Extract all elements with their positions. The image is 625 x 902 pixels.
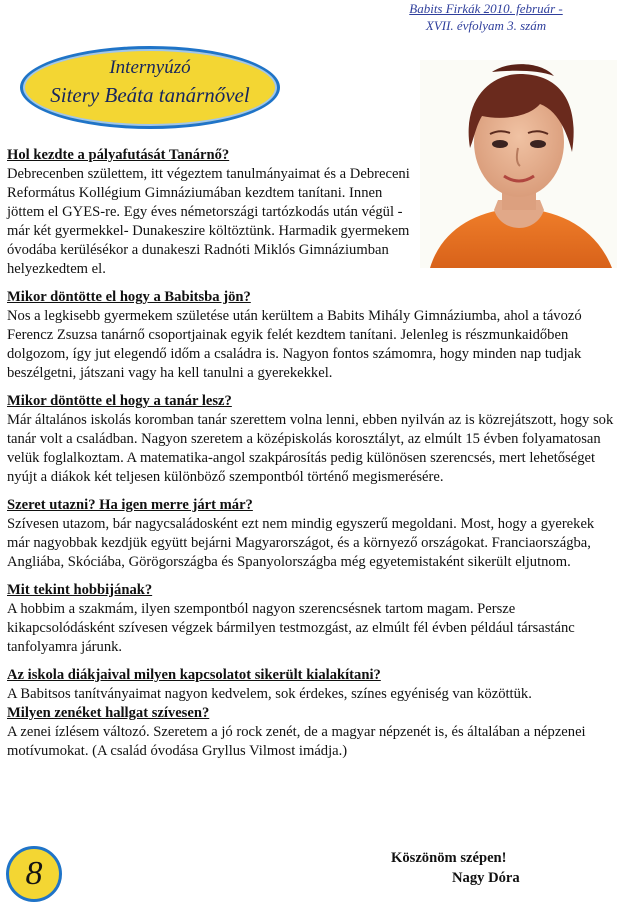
issue-header-line2: XVII. évfolyam 3. szám xyxy=(425,18,547,33)
closing-signature xyxy=(385,848,555,888)
qa-block xyxy=(7,146,617,279)
answer: Nos a legkisebb gyermekem születése után kerültem a Babits Mihály Gimnáziumba, ahol a távozó Ferencz Zsuzsa tanárnő csoportjainak egyik felét kezdtem tanítani. Jelenleg is részmunkaidőben dolgozom, így jut elegendő időm a családra is. Nagyon fontos számomra, hogy minden nap tudjak beszélgetni, játszani vagy ha kell tanulni a gyerekekkel. xyxy=(7,308,582,381)
article-title-badge xyxy=(20,46,280,129)
qa-block xyxy=(7,392,617,487)
qa-block xyxy=(7,496,617,572)
answer: Debrecenben születtem, itt végeztem tanulmányaimat és a Debreceni Református Kollégium Gimnáziumában kezdtem tanítani. Innen jöttem el GYES-re. Egy éves németországi tartózkodás után végül - már két gyermekkel- Dunakeszire költöztünk. Harmadik gyermekem óvodába kerülésékor a dunakeszi Radnóti Miklós Gimnáziumban helyezkedtem el. xyxy=(7,166,410,277)
issue-header-line1: Babits Firkák 2010. február - xyxy=(409,1,563,16)
question: Hol kezdte a pályafutását Tanárnő? xyxy=(7,147,230,163)
answer: Már általános iskolás koromban tanár szerettem volna lenni, ebben nyilván az is közrejátszott, hogy sok tanár volt a családban. Nagyon szeretem a középiskolás korosztályt, az elmúlt 15 évben folyamatosan velük foglalkoztam. A matematika-angol szakpárosítás pedig különösen szerencsés, mert lehetőséget nyújt a diákok két teljesen különböző szempontból történő megismerésére. xyxy=(7,412,614,485)
answer: A hobbim a szakmám, ilyen szempontból nagyon szerencsésnek tartom magam. Persze kikapcsolódásként szívesen végzek bármilyen testmozgást, az elmúlt fél évben például társastánc tanfolyamra járunk. xyxy=(7,601,575,655)
qa-block xyxy=(7,666,617,704)
article-subtitle: Sitery Beáta tanárnővel xyxy=(50,83,250,107)
question: Milyen zenéket hallgat szívesen? xyxy=(7,705,210,721)
answer: A zenei ízlésem változó. Szeretem a jó rock zenét, de a magyar népzenét is, és általában a népzenei motívumokat. (A család óvodása Gryllus Vilmost imádja.) xyxy=(7,724,586,759)
closing-thanks: Köszönöm szépen! xyxy=(391,850,507,866)
answer: A Babitsos tanítványaimat nagyon kedvelem, sok érdekes, színes egyéniség van közöttük. xyxy=(7,686,532,702)
page-number-badge: 8 xyxy=(6,846,62,902)
interview-body xyxy=(7,146,617,761)
question: Mikor döntötte el hogy a tanár lesz? xyxy=(7,393,232,409)
qa-block xyxy=(7,288,617,383)
article-title: Internyúzó xyxy=(109,57,191,78)
question: Az iskola diákjaival milyen kapcsolatot sikerült kialakítani? xyxy=(7,667,381,683)
question: Mit tekint hobbijának? xyxy=(7,582,153,598)
qa-block xyxy=(7,581,617,657)
issue-header xyxy=(355,0,617,34)
author-name: Nagy Dóra xyxy=(452,870,520,886)
question: Mikor döntötte el hogy a Babitsba jön? xyxy=(7,289,251,305)
answer: Szívesen utazom, bár nagycsaládosként ezt nem mindig egyszerű megoldani. Most, hogy a gyerekek már nagyobbak kezdjük együtt bejárni Magyarországot, és a környező országokat. Franciaországba, Angliába, Skóciába, Görögországba és Spanyolországba még egyetemistaként sikerült eljutnom. xyxy=(7,516,595,570)
question: Szeret utazni? Ha igen merre járt már? xyxy=(7,497,253,513)
qa-block xyxy=(7,704,617,761)
